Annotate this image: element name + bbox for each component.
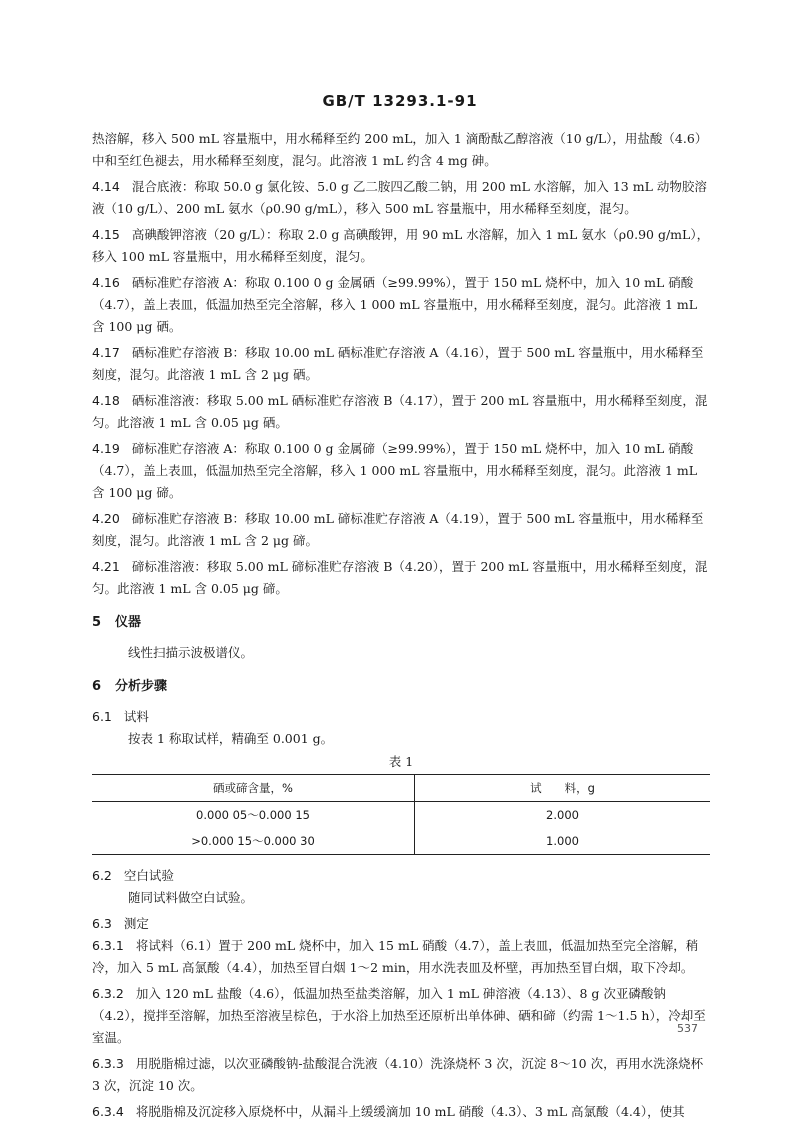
paragraph-text: 碲标准溶液：移取 5.00 mL 碲标准贮存溶液 B（4.20），置于 200 mL 容量瓶中，用水稀释至刻度，混匀。此溶液 1 mL 含 0.05 μg 碲。 bbox=[92, 559, 708, 596]
subsection-title: 空白试验 bbox=[123, 868, 174, 883]
paragraph-text: 将试料（6.1）置于 200 mL 烧杯中，加入 15 mL 硝酸（4.7），盖上表皿，低温加热至完全溶解，稍冷，加入 5 mL 高氯酸（4.4），加热至冒白烟 1～2 min，用水洗表皿及杯壁，再加热至冒白烟，取下冷却。 bbox=[92, 938, 699, 975]
paragraph-text: 硒标准溶液：移取 5.00 mL 硒标准贮存溶液 B（4.17），置于 200 mL 容量瓶中，用水稀释至刻度，混匀。此溶液 1 mL 含 0.05 μg 硒。 bbox=[92, 393, 708, 430]
column-header: 硒或碲含量，% bbox=[92, 775, 415, 802]
paragraph-4-16 bbox=[92, 272, 710, 338]
paragraph-6-3-2 bbox=[92, 983, 710, 1049]
clause-number: 6.3 bbox=[92, 916, 112, 931]
paragraph-text: 热溶解，移入 500 mL 容量瓶中，用水稀释至约 200 mL，加入 1 滴酚酞乙醇溶液（10 g/L），用盐酸（4.6）中和至红色褪去，用水稀释至刻度，混匀。此溶液 1 mL 约含 4 mg 砷。 bbox=[92, 131, 708, 168]
column-header: 试 料，g bbox=[415, 775, 711, 802]
clause-number: 4.21 bbox=[92, 559, 120, 574]
clause-number: 4.19 bbox=[92, 441, 120, 456]
table-row bbox=[92, 802, 710, 829]
paragraph-6-3-1 bbox=[92, 935, 710, 979]
standard-header: GB/T 13293.1-91 bbox=[322, 92, 478, 110]
section-heading-6 bbox=[92, 676, 710, 698]
subsection-heading-6-2 bbox=[92, 865, 710, 887]
clause-number: 4.18 bbox=[92, 393, 120, 408]
paragraph-text: 硒标准贮存溶液 B：移取 10.00 mL 硒标准贮存溶液 A（4.16），置于 500 mL 容量瓶中，用水稀释至刻度，混匀。此溶液 1 mL 含 2 μg 硒。 bbox=[92, 345, 704, 382]
clause-number: 6.1 bbox=[92, 709, 112, 724]
instrument-text: 线性扫描示波极谱仪。 bbox=[128, 645, 254, 660]
clause-number: 6.3.2 bbox=[92, 986, 124, 1001]
clause-number: 6.3.3 bbox=[92, 1056, 124, 1071]
paragraph-text: 混合底液：称取 50.0 g 氯化铵、5.0 g 乙二胺四乙酸二钠，用 200 mL 水溶解，加入 13 mL 动物胶溶液（10 g/L）、200 mL 氨水（ρ0.90 g/mL），移入 500 mL 容量瓶中，用水稀释至刻度，混匀。 bbox=[92, 179, 707, 216]
table-cell: 0.000 05～0.000 15 bbox=[92, 802, 415, 829]
paragraph-text: 碲标准贮存溶液 B：移取 10.00 mL 碲标准贮存溶液 A（4.19），置于 500 mL 容量瓶中，用水稀释至刻度，混匀。此溶液 1 mL 含 2 μg 碲。 bbox=[92, 511, 704, 548]
section-number: 5 bbox=[92, 615, 102, 630]
section-title: 仪器 bbox=[115, 615, 142, 630]
paragraph-text: 硒标准贮存溶液 A：称取 0.100 0 g 金属硒（≥99.99%），置于 150 mL 烧杯中，加入 10 mL 硝酸（4.7），盖上表皿，低温加热至完全溶解，移入 1 000 mL 容量瓶中，用水稀释至刻度，混匀。此溶液 1 mL 含 100 μg 硒。 bbox=[92, 275, 698, 334]
table-row bbox=[92, 828, 710, 855]
subsection-heading-6-1 bbox=[92, 706, 710, 728]
clause-number: 4.16 bbox=[92, 275, 120, 290]
paragraph-6-3-4 bbox=[92, 1101, 710, 1123]
paragraph-4-14 bbox=[92, 176, 710, 220]
table-cell: 1.000 bbox=[415, 828, 711, 855]
clause-number: 6.2 bbox=[92, 868, 112, 883]
table-caption: 表 1 bbox=[388, 754, 414, 769]
clause-number: 4.14 bbox=[92, 179, 120, 194]
table-cell: >0.000 15～0.000 30 bbox=[92, 828, 415, 855]
clause-number: 4.15 bbox=[92, 227, 120, 242]
page-number: 537 bbox=[677, 1022, 698, 1035]
section-heading-5 bbox=[92, 612, 710, 634]
clause-number: 6.3.4 bbox=[92, 1104, 124, 1119]
paragraph-6-3-3 bbox=[92, 1053, 710, 1097]
paragraph-4-18 bbox=[92, 390, 710, 434]
clause-number: 6.3.1 bbox=[92, 938, 124, 953]
section-number: 6 bbox=[92, 679, 102, 694]
paragraph-text: 将脱脂棉及沉淀移入原烧杯中，从漏斗上缓缓滴加 10 mL 硝酸（4.3）、3 mL 高氯酸（4.4），使其 bbox=[135, 1104, 685, 1119]
paragraph-4-17 bbox=[92, 342, 710, 386]
document-body bbox=[92, 128, 710, 1123]
table-header-row bbox=[92, 775, 710, 802]
clause-number: 4.20 bbox=[92, 511, 120, 526]
subsection-heading-6-3 bbox=[92, 913, 710, 935]
subsection-title: 测定 bbox=[123, 916, 149, 931]
section-title: 分析步骤 bbox=[115, 679, 168, 694]
paragraph-text: 碲标准贮存溶液 A：称取 0.100 0 g 金属碲（≥99.99%），置于 150 mL 烧杯中，加入 10 mL 硝酸（4.7），盖上表皿，低温加热至完全溶解，移入 1 000 mL 容量瓶中，用水稀释至刻度，混匀。此溶液 1 mL 含 100 μg 碲。 bbox=[92, 441, 698, 500]
paragraph-4-15 bbox=[92, 224, 710, 268]
clause-number: 4.17 bbox=[92, 345, 120, 360]
subsection-body-6-2: 随同试料做空白试验。 bbox=[128, 890, 254, 905]
paragraph-4-21 bbox=[92, 556, 710, 600]
paragraph-continuation bbox=[92, 128, 710, 172]
paragraph-text: 高碘酸钾溶液（20 g/L）：称取 2.0 g 高碘酸钾，用 90 mL 水溶解，加入 1 mL 氨水（ρ0.90 g/mL），移入 100 mL 容量瓶中，用水稀释至刻度，混匀。 bbox=[92, 227, 710, 264]
sample-mass-table bbox=[92, 774, 710, 855]
table-cell: 2.000 bbox=[546, 808, 579, 822]
subsection-title: 试料 bbox=[123, 709, 149, 724]
paragraph-4-19 bbox=[92, 438, 710, 504]
paragraph-4-20 bbox=[92, 508, 710, 552]
paragraph-text: 用脱脂棉过滤，以次亚磷酸钠-盐酸混合洗液（4.10）洗涤烧杯 3 次，沉淀 8～10 次，再用水洗涤烧杯 3 次，沉淀 10 次。 bbox=[92, 1056, 704, 1093]
paragraph-text: 加入 120 mL 盐酸（4.6），低温加热至盐类溶解，加入 1 mL 砷溶液（4.13）、8 g 次亚磷酸钠（4.2），搅拌至溶解，加热至溶液呈棕色，于水浴上加热至还原析出单体砷、硒和碲（约需 1～1.5 h），冷却至室温。 bbox=[92, 986, 706, 1045]
subsection-body-6-1: 按表 1 称取试样，精确至 0.001 g。 bbox=[128, 731, 334, 746]
